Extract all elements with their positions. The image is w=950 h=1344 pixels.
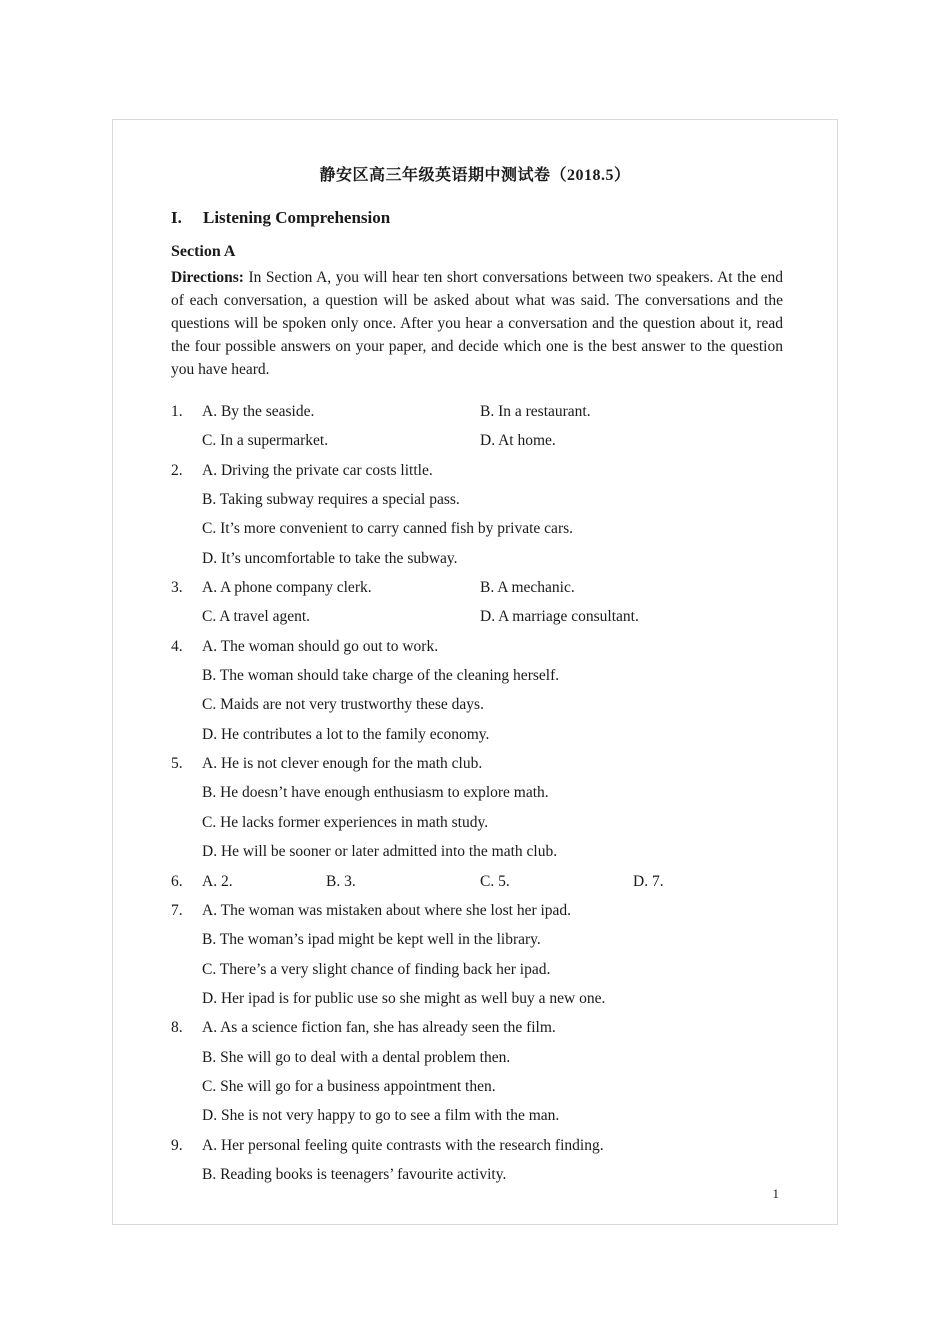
part-number: I.	[171, 208, 182, 227]
option-b: B. 3.	[326, 872, 356, 890]
option-b: B. The woman should take charge of the cleaning herself.	[202, 667, 560, 685]
question-8-row-4	[171, 1101, 783, 1130]
question-8-row-3	[171, 1072, 783, 1101]
option-d: D. Her ipad is for public use so she might as well buy a new one.	[202, 989, 606, 1007]
option-c: C. 5.	[480, 872, 510, 890]
question-number: 1.	[171, 403, 183, 420]
option-a: A. As a science fiction fan, she has already seen the film.	[202, 1019, 556, 1037]
question-4	[171, 632, 783, 661]
option-c: C. A travel agent.	[202, 608, 311, 626]
option-d: D. It’s uncomfortable to take the subway.	[202, 549, 458, 567]
question-6	[171, 867, 783, 896]
question-number: 7.	[171, 901, 183, 919]
option-a: A. He is not clever enough for the math club.	[202, 755, 483, 773]
page-number: 1	[772, 1186, 779, 1201]
option-b: B. Taking subway requires a special pass.	[202, 491, 460, 509]
option-c: C. In a supermarket.	[202, 432, 329, 450]
question-5-row-3	[171, 808, 783, 837]
directions-label: Directions:	[171, 269, 244, 286]
exam-title: 静安区高三年级英语期中测试卷（2018.5）	[319, 167, 631, 184]
question-4-row-3	[171, 690, 783, 719]
question-2-row-2	[171, 485, 783, 514]
option-d: D. He will be sooner or later admitted into the math club.	[202, 843, 558, 861]
question-8	[171, 1013, 783, 1042]
question-7-row-3	[171, 955, 783, 984]
question-1-row-2	[171, 426, 783, 455]
question-number: 5.	[171, 755, 183, 773]
option-a: A. By the seaside.	[202, 403, 315, 420]
option-c: C. Maids are not very trustworthy these days.	[202, 696, 484, 714]
question-number: 8.	[171, 1019, 183, 1037]
option-d: D. A marriage consultant.	[480, 608, 639, 626]
question-5-row-4	[171, 837, 783, 866]
option-d: D. He contributes a lot to the family economy.	[202, 725, 490, 743]
option-a: A. 2.	[202, 872, 233, 890]
option-a: A. A phone company clerk.	[202, 579, 372, 597]
question-3-row-2	[171, 602, 783, 631]
exam-page	[112, 119, 838, 1225]
question-list	[171, 397, 783, 1189]
question-8-row-2	[171, 1043, 783, 1072]
question-number: 6.	[171, 872, 183, 890]
question-number: 9.	[171, 1136, 183, 1154]
part-heading	[171, 208, 390, 228]
option-a: A. Her personal feeling quite contrasts with the research finding.	[202, 1136, 604, 1154]
option-b: B. A mechanic.	[480, 579, 575, 597]
question-9-row-2	[171, 1160, 783, 1189]
option-d: D. 7.	[633, 872, 664, 890]
part-label: Listening Comprehension	[203, 208, 391, 227]
section-heading: Section A	[171, 243, 236, 260]
directions	[171, 266, 783, 381]
question-1	[171, 397, 783, 426]
option-b: B. She will go to deal with a dental problem then.	[202, 1048, 511, 1066]
option-d: D. At home.	[480, 432, 556, 450]
question-number: 2.	[171, 461, 183, 479]
question-2	[171, 456, 783, 485]
question-4-row-4	[171, 720, 783, 749]
question-number: 4.	[171, 637, 183, 655]
option-b: B. He doesn’t have enough enthusiasm to explore math.	[202, 784, 549, 802]
question-4-row-2	[171, 661, 783, 690]
question-7-row-4	[171, 984, 783, 1013]
option-c: C. She will go for a business appointment then.	[202, 1077, 496, 1095]
option-a: A. Driving the private car costs little.	[202, 461, 433, 479]
question-7-row-2	[171, 925, 783, 954]
option-d: D. She is not very happy to go to see a film with the man.	[202, 1107, 560, 1125]
question-5-row-2	[171, 778, 783, 807]
directions-text: In Section A, you will hear ten short conversations between two speakers. At the end of each conversation, a question will be asked about what was said. The conversations and the questions will be spoken only once. After you hear a conversation and the question about it, read the four possible answers on your paper, and decide which one is the best answer to the question you have heard.	[171, 269, 783, 378]
question-number: 3.	[171, 579, 183, 597]
question-2-row-4	[171, 544, 783, 573]
option-b: B. Reading books is teenagers’ favourite activity.	[202, 1165, 507, 1183]
question-5	[171, 749, 783, 778]
option-b: B. In a restaurant.	[480, 403, 591, 420]
option-c: C. He lacks former experiences in math study.	[202, 813, 489, 831]
option-c: C. It’s more convenient to carry canned fish by private cars.	[202, 520, 574, 538]
option-a: A. The woman was mistaken about where she lost her ipad.	[202, 901, 572, 919]
question-7	[171, 896, 783, 925]
question-9	[171, 1131, 783, 1160]
option-a: A. The woman should go out to work.	[202, 637, 439, 655]
option-c: C. There’s a very slight chance of finding back her ipad.	[202, 960, 551, 978]
question-3	[171, 573, 783, 602]
question-2-row-3	[171, 514, 783, 543]
option-b: B. The woman’s ipad might be kept well in the library.	[202, 931, 541, 949]
